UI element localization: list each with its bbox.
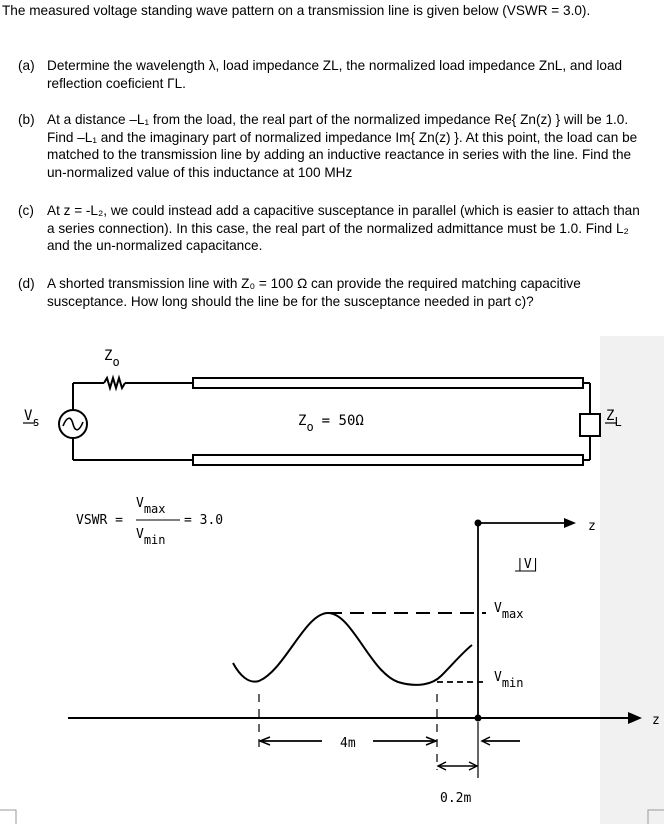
source-voltage-label: Vs	[24, 408, 40, 429]
upper-origin-dot	[475, 520, 482, 527]
upper-conductor	[193, 378, 583, 388]
sine-wave-icon	[63, 418, 83, 430]
vmax-label: Vmax	[494, 601, 524, 621]
line-impedance-label: Zo = 50Ω	[298, 413, 364, 434]
upper-z-label: z	[588, 519, 596, 534]
standing-wave-curve	[233, 613, 472, 685]
vswr-denominator: Vmin	[136, 527, 166, 547]
part-a-label: (a)	[18, 58, 35, 73]
transmission-line-figure	[0, 330, 664, 824]
part-a-text: Determine the wavelength λ, load impedance ZL, the normalized load impedance ZnL, and load reflection coeficient ΓL.	[47, 58, 623, 91]
part-d-label: (d)	[18, 276, 35, 291]
dim-4m-label: 4m	[340, 736, 356, 751]
part-c-text: At z = -L₂, we could instead add a capacitive susceptance in parallel (which is easier to attach than a series connection). In this case, the real part of the normalized admittance must be 1.0. Find L₂ and the un-normalized capacitance.	[47, 203, 640, 253]
dim-02m-label: 0.2m	[440, 791, 472, 806]
source-resistor	[104, 378, 125, 388]
load-box	[580, 414, 600, 436]
source-impedance-label: Zo	[104, 348, 120, 369]
load-impedance-label: ZL	[606, 408, 622, 429]
upper-z-arrowhead	[564, 518, 576, 528]
lower-origin-dot	[475, 715, 482, 722]
vswr-value: = 3.0	[184, 513, 224, 528]
vswr-numerator: Vmax	[136, 496, 166, 516]
vmin-label: Vmin	[494, 670, 524, 690]
vswr-label: VSWR =	[76, 513, 123, 528]
voltage-magnitude-label: |V|	[516, 557, 540, 572]
vswr-formula	[76, 496, 223, 547]
corner-mark-left	[0, 810, 16, 824]
lower-conductor	[193, 455, 583, 465]
part-b-text: At a distance –L₁ from the load, the real part of the normalized impedance Re{ Zn(z) } will be 1.0. Find –L₁ and the imaginary part of normalized impedance Im{ Zn(z) }. At this point, the load can be matched to the transmission line by adding an inductive reactance in series with the line. Find the un-normalized value of this inductance at 100 MHz	[47, 112, 638, 180]
part-b-label: (b)	[18, 112, 35, 127]
problem-intro: The measured voltage standing wave pattern on a transmission line is given below (VSWR = 3.0).	[2, 3, 591, 18]
part-c-label: (c)	[18, 203, 34, 218]
lower-z-label: z	[652, 713, 660, 728]
part-d-text: A shorted transmission line with Z₀ = 100 Ω can provide the required matching capacitive susceptance. How long should the line be for the susceptance needed in part c)?	[47, 276, 581, 309]
